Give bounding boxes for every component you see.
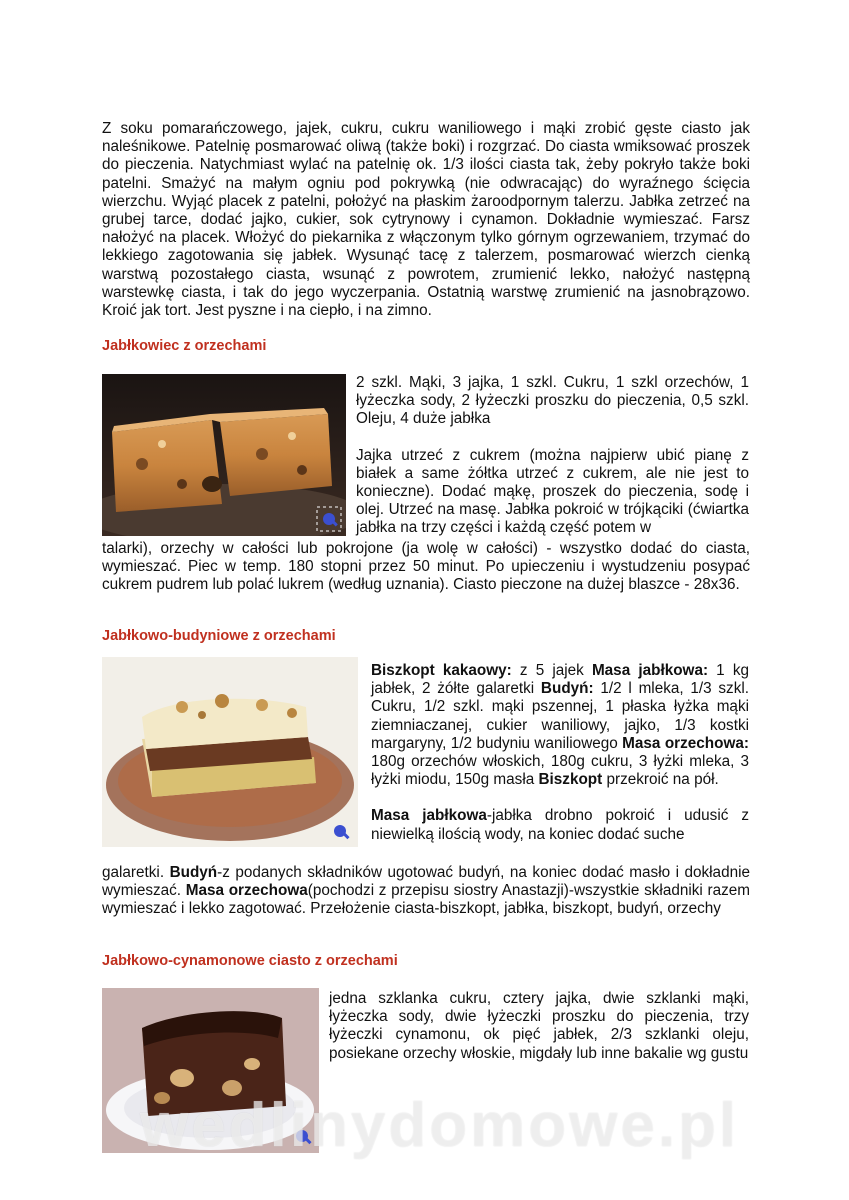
text-fragment: przekroić na pół.	[602, 771, 719, 789]
zoom-icon	[316, 506, 342, 532]
label-budyn: Budyń:	[540, 680, 594, 698]
section3-title: Jabłkowo-cynamonowe ciasto z orzechami	[102, 953, 398, 969]
label-masa-jablkowa-method: Masa jabłkowa	[371, 807, 487, 825]
section1-title: Jabłkowiec z orzechami	[102, 338, 267, 354]
section2-title: Jabłkowo-budyniowe z orzechami	[102, 628, 336, 644]
text-fragment: z 5 jajek	[511, 662, 592, 679]
label-masa-jablkowa: Masa jabłkowa:	[591, 662, 709, 679]
apple-walnut-cake-photo	[102, 374, 346, 536]
section2-method-part2	[102, 864, 750, 919]
text-fragment: 180g orzechów włoskich, 180g cukru, 3 łyżki mleka, 3 łyżki miodu, 150g masła	[371, 753, 749, 789]
section3-text	[329, 990, 749, 1063]
section1-ingredients: 2 szkl. Mąki, 3 jajka, 1 szkl. Cukru, 1 szkl orzechów, 1 łyżeczka sody, 2 łyżeczki proszku do pieczenia, 0,5 szkl. Oleju, 4 duże jabłka	[356, 374, 749, 428]
text-fragment: -jabłka drobno pokroić i udusić z niewielką ilością wody, na koniec dodać suche	[371, 807, 749, 843]
text-fragment: galaretki.	[102, 864, 170, 881]
label-biszkopt: Biszkopt kakaowy:	[371, 662, 512, 679]
section3-ingredients: jedna szklanka cukru, cztery jajka, dwie szklanki mąki, łyżeczka sody, dwie łyżeczki proszku do pieczenia, trzy łyżeczki cynamonu, ok pięć jabłek, 2/3 szklanki oleju, posiekane orzechy włoskie, migdały lub inne bakalie wg gustu	[329, 990, 749, 1062]
label-masa-orzechowa: Masa orzechowa:	[622, 734, 749, 752]
label-biszkopt-2: Biszkopt	[538, 771, 603, 789]
text-fragment: 1 kg jabłek, 2 żółte galaretki	[371, 662, 749, 698]
section2-text	[371, 662, 749, 844]
zoom-icon	[328, 819, 354, 845]
section2-ingredients	[371, 662, 749, 789]
intro-paragraph: Z soku pomarańczowego, jajek, cukru, cukru waniliowego i mąki zrobić gęste ciasto jak naleśnikowe. Patelnię posmarować oliwą (także boki) i rozgrzać. Do ciasta wmiksować proszek do pieczenia. Natychmiast wylać na patelnię ok. 1/3 ilości ciasta tak, żeby pokryło także boki patelni. Smażyć na małym ogniu pod pokrywką (nie odwracając) do wyraźnego ścięcia wierzchu. Wyjąć placek z patelni, położyć na płaskim żaroodpornym talerzu. Jabłka zetrzeć na grubej tarce, dodać jajko, cukier, sok cytrynowy i cynamon. Dokładnie wymieszać. Farsz nałożyć na placek. Włożyć do piekarnika z włączonym tylko górnym ogrzewaniem, trzymać do lekkiego zagotowania się jabłek. Wysunąć tacę z talerzem, posmarować wierzch cienką warstwą pozostałego ciasta, wsunąć z powrotem, zrumienić lekko, nałożyć następną warstewkę ciasta, i tak do jego wyczerpania. Ostatnią warstwę zrumienić na jasnobrązowo. Kroić jak tort. Jest pyszne i na ciepło, i na zimno.	[102, 120, 750, 320]
section1-method-part1: Jajka utrzeć z cukrem (można najpierw ubić pianę z białek a same żółtka utrzeć z cukrem, ale nie jest to konieczne). Dodać mąkę, proszek do pieczenia, sodę i olej. Utrzeć na masę. Jabłka pokroić w trójkąciki (ćwiartka jabłka na trzy części i każdą część potem w	[356, 446, 749, 537]
watermark: wedlinydomowe.pl	[140, 1091, 740, 1160]
text-fragment: (pochodzi z przepisu siostry Anastazji)-wszystkie składniki razem wymieszać i lekko zagotować. Przełożenie ciasta-biszkopt, jabłka, biszkopt, budyń, orzechy	[102, 882, 750, 918]
section2-method-part1	[371, 807, 749, 843]
section1-text	[356, 374, 749, 538]
section1-method-part2: talarki), orzechy w całości lub pokrojone (ja wolę w całości) - wszystko dodać do ciasta, wymieszać. Piec w temp. 180 stopni przez 50 minut. Po upieczeniu i wystudzeniu posypać cukrem pudrem lub polać lukrem (według uznania). Ciasto pieczone na dużej blaszce - 28x36.	[102, 540, 750, 594]
text-fragment: 1/2 l mleka, 1/3 szkl. Cukru, 1/2 szkl. mąki pszennej, 1 płaska łyżka mąki ziemniaczanej, cukier waniliowy, jajko, 1/3 kostki margaryny, 1/2 budyniu waniliowego	[371, 680, 750, 752]
label-masa-orzechowa-method: Masa orzechowa	[185, 882, 308, 900]
text-fragment: -z podanych składników ugotować budyń, na koniec dodać masło i dokładnie wymieszać.	[102, 864, 750, 900]
apple-pudding-cake-photo	[102, 657, 358, 847]
label-budyn-method: Budyń	[169, 864, 218, 881]
